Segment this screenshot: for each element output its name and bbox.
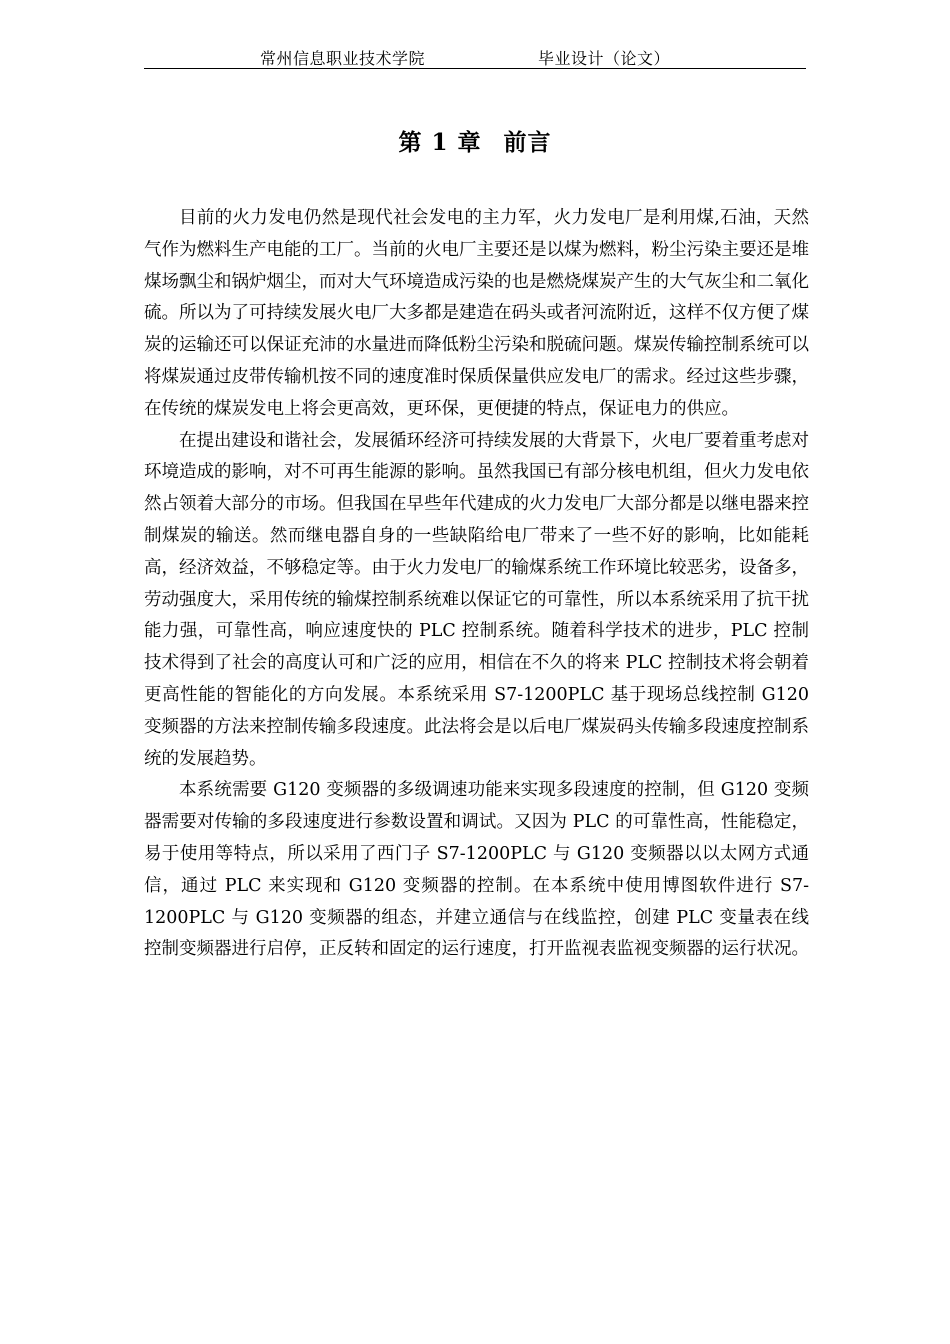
page-header — [144, 44, 806, 69]
paragraph: 本系统需要 G120 变频器的多级调速功能来实现多段速度的控制，但 G120 变频器需要对传输的多段速度进行参数设置和调试。又因为 PLC 的可靠性高，性能稳定，易于使用等特点，所以采用了西门子 S7-1200PLC 与 G120 变频器以以太网方式通信，通过 PLC 来实现和 G120 变频器的控制。在本系统中使用博图软件进行 S7-1200PLC 与 G120 变频器的组态，并建立通信与在线监控，创建 PLC 变量表在线控制变频器进行启停，正反转和固定的运行速度，打开监视表监视变频器的运行状况。 — [144, 780, 809, 960]
paragraph: 在提出建设和谐社会，发展循环经济可持续发展的大背景下，火电厂要着重考虑对环境造成的影响，对不可再生能源的影响。虽然我国已有部分核电机组，但火力发电依然占领着大部分的市场。但我国在早些年代建成的火力发电厂大部分都是以继电器来控制煤炭的输送。然而继电器自身的一些缺陷给电厂带来了一些不好的影响，比如能耗高，经济效益，不够稳定等。由于火力发电厂的输煤系统工作环境比较恶劣，设备多，劳动强度大，采用传统的输煤控制系统难以保证它的可靠性，所以本系统采用了抗干扰能力强，可靠性高，响应速度快的 PLC 控制系统。随着科学技术的进步，PLC 控制技术得到了社会的高度认可和广泛的应用，相信在不久的将来 PLC 控制技术将会朝着更高性能的智能化的方向发展。本系统采用 S7-1200PLC 基于现场总线控制 G120 变频器的方法来控制传输多段速度。此法将会是以后电厂煤炭码头传输多段速度控制系统的发展趋势。 — [144, 430, 809, 769]
chapter-number: 第 1 章 — [398, 129, 482, 156]
chapter-name: 前言 — [503, 129, 552, 156]
body-text — [144, 203, 809, 966]
paragraph: 目前的火力发电仍然是现代社会发电的主力军，火力发电厂是利用煤,石油，天然气作为燃料生产电能的工厂。当前的火电厂主要还是以煤为燃料，粉尘污染主要还是堆煤场飘尘和锅炉烟尘，而对大气环境造成污染的也是燃烧煤炭产生的大气灰尘和二氧化硫。所以为了可持续发展火电厂大多都是建造在码头或者河流附近，这样不仅方便了煤炭的运输还可以保证充沛的水量进而降低粉尘污染和脱硫问题。煤炭传输控制系统可以将煤炭通过皮带传输机按不同的速度准时保质保量供应发电厂的需求。经过这些步骤，在传统的煤炭发电上将会更高效，更环保，更便捷的特点，保证电力的供应。 — [144, 208, 809, 419]
header-school-name: 常州信息职业技术学院 — [260, 49, 426, 68]
chapter-title — [0, 124, 950, 157]
header-document-type: 毕业设计（论文） — [538, 49, 671, 68]
